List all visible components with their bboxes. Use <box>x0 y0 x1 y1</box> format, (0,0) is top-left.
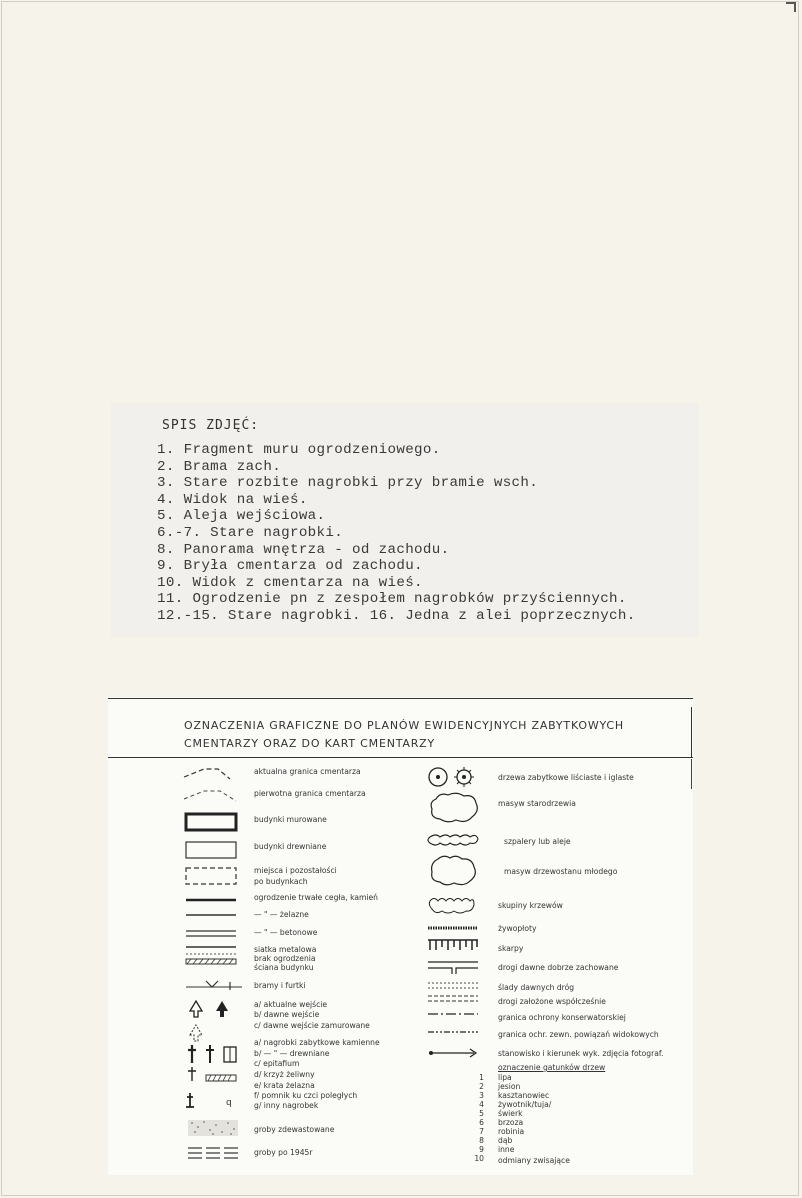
legend-label: c/ epitafium <box>254 1059 300 1068</box>
devastated-graves-icon <box>186 1117 242 1139</box>
legend-label: bramy i furtki <box>254 981 306 990</box>
permanent-fence-icon <box>184 895 240 905</box>
legend-label: pierwotna granica cmentarza <box>254 789 366 798</box>
tree-species-label: brzoza <box>498 1118 524 1127</box>
tree-number: 8 <box>479 1136 484 1145</box>
legend-side-rule <box>691 759 692 789</box>
tree-species-label: inne <box>498 1145 515 1154</box>
photo-list-slip <box>112 404 698 636</box>
tree-number: 3 <box>479 1091 484 1100</box>
memorial-icon <box>186 1091 246 1111</box>
legend-label: groby po 1945r <box>254 1148 313 1157</box>
legend-side-rule <box>691 707 692 757</box>
tree-species-label: świerk <box>498 1109 523 1118</box>
list-item: 6.-7. Stare nagrobki. <box>157 524 344 541</box>
legend-label: granica ochr. zewn. powiązań widokowych <box>498 1030 659 1039</box>
legend-label: — " — żelazne <box>254 910 309 919</box>
legend-sheet <box>108 697 693 1175</box>
svg-text:q: q <box>226 1098 232 1108</box>
road-traces-icon <box>426 981 482 991</box>
list-item: 3. Stare rozbite nagrobki przy bramie wsch. <box>157 475 539 492</box>
legend-label: skupiny krzewów <box>498 901 563 910</box>
list-item: 11. Ogrodzenie pn z zespołem nagrobków przyściennych. <box>157 591 627 608</box>
legend-label: budynki drewniane <box>254 842 327 851</box>
legend-label: ogrodzenie trwałe cegła, kamień <box>254 893 378 902</box>
legend-label: szpalery lub aleje <box>504 837 571 846</box>
concrete-fence-icon <box>184 928 240 940</box>
list-item: 1. Fragment muru ogrodzeniowego. <box>157 442 441 458</box>
legend-label: ślady dawnych dróg <box>498 983 575 992</box>
post-war-graves-icon <box>186 1145 242 1163</box>
tree-number: 5 <box>479 1109 484 1118</box>
legend-label: skarpy <box>498 944 524 953</box>
legend-label: — " — betonowe <box>254 928 318 937</box>
legend-label: granica ochrony konserwatorskiej <box>498 1013 626 1022</box>
wire-fence-icon <box>184 944 240 970</box>
list-item: 4. Widok na wieś. <box>157 491 308 508</box>
legend-label: drogi dawne dobrze zachowane <box>498 963 619 972</box>
list-item: 10. Widok z cmentarza na wieś. <box>157 574 423 591</box>
list-item: 9. Bryła cmentarza od zachodu. <box>157 558 423 575</box>
legend-top-rule <box>108 698 693 699</box>
legend-label: stanowisko i kierunek wyk. zdjęcia fotograf. <box>498 1049 664 1058</box>
iron-fence-icon <box>184 910 240 920</box>
protection-boundary-icon <box>426 1010 482 1018</box>
shrubs-icon <box>426 895 482 917</box>
historic-trees-icon <box>426 765 482 789</box>
building-remains-icon <box>184 865 240 887</box>
hedge-icon <box>426 923 482 933</box>
iron-cross-icon <box>186 1065 246 1087</box>
legend-label: masyw drzewostanu młodego <box>504 867 618 876</box>
legend-label: ściana budynku <box>254 963 314 972</box>
legend-heading-line: CMENTARZY ORAZ DO KART CMENTARZY <box>184 737 436 750</box>
photo-list-title: SPIS ZDJĘĆ: <box>162 418 260 433</box>
wooden-building-icon <box>184 839 240 861</box>
masonry-building-icon <box>184 811 240 833</box>
legend-label: f/ pomnik ku czci poległych <box>254 1091 358 1100</box>
legend-label: po budynkach <box>254 877 308 886</box>
tree-number: 4 <box>479 1100 484 1109</box>
tree-number: 6 <box>479 1118 484 1127</box>
list-item: 5. Aleja wejściowa. <box>157 508 326 525</box>
tree-number: 10 <box>474 1154 484 1163</box>
old-stand-icon <box>426 791 482 825</box>
new-road-icon <box>426 994 482 1004</box>
legend-label: groby zdewastowane <box>254 1125 335 1134</box>
entrance-icon <box>184 997 240 1043</box>
legend-label: d/ krzyż żeliwny <box>254 1070 315 1079</box>
tree-rows-icon <box>426 833 482 849</box>
list-item: 2. Brama zach. <box>157 458 282 475</box>
tree-species-label: jesion <box>498 1082 521 1091</box>
legend-label: aktualna granica cmentarza <box>254 767 361 776</box>
list-item: 8. Panorama wnętrza - od zachodu. <box>157 541 450 558</box>
legend-heading <box>184 717 684 753</box>
monument-icon <box>186 1043 242 1065</box>
gate-icon <box>184 978 244 992</box>
legend-label: e/ krata żelazna <box>254 1081 315 1090</box>
legend-label: drzewa zabytkowe liściaste i iglaste <box>498 773 634 782</box>
legend-label: siatka metalowa <box>254 945 317 954</box>
current-boundary-icon <box>182 765 234 781</box>
tree-species-label: lipa <box>498 1073 512 1082</box>
legend-label: masyw starodrzewia <box>498 799 576 808</box>
tree-species-label: żywotnik/tuja/ <box>498 1100 552 1109</box>
legend-label: g/ inny nagrobek <box>254 1101 319 1110</box>
list-item: 12.-15. Stare nagrobki. 16. Jedna z alei poprzecznych. <box>157 607 636 624</box>
legend-label: a/ nagrobki zabytkowe kamienne <box>254 1038 380 1047</box>
photo-list <box>157 442 636 625</box>
embankment-icon <box>426 937 482 953</box>
tree-number: 7 <box>479 1127 484 1136</box>
tree-number: 2 <box>479 1082 484 1091</box>
tree-species-label: dąb <box>498 1136 513 1145</box>
view-boundary-icon <box>426 1028 482 1036</box>
legend-label: b/ — " — drewniane <box>254 1049 330 1058</box>
original-boundary-icon <box>182 787 238 803</box>
tree-number: 9 <box>479 1145 484 1154</box>
old-road-icon <box>426 959 482 975</box>
tree-number: 1 <box>479 1073 484 1082</box>
legend-label: oznaczenie gatunków drzew <box>498 1063 606 1072</box>
legend-label: miejsca i pozostałości <box>254 866 337 875</box>
young-stand-icon <box>426 853 482 889</box>
photo-position-icon <box>426 1047 482 1059</box>
tree-species-label: odmiany zwisające <box>498 1156 570 1165</box>
legend-label: budynki murowane <box>254 815 327 824</box>
tree-species-label: robinia <box>498 1127 525 1136</box>
corner-mark <box>786 2 796 12</box>
tree-species-label: kasztanowiec <box>498 1091 550 1100</box>
legend-label: żywopłoty <box>498 924 537 933</box>
legend-label: a/ aktualne wejście <box>254 1000 328 1009</box>
legend-label: c/ dawne wejście zamurowane <box>254 1021 370 1030</box>
legend-heading-line: OZNACZENIA GRAFICZNE DO PLANÓW EWIDENCYJNYCH ZABYTKOWYCH <box>184 719 624 732</box>
legend-label: drogi założone współcześnie <box>498 997 606 1006</box>
legend-label: b/ dawne wejście <box>254 1010 320 1019</box>
legend-header-rule <box>108 757 693 758</box>
legend-label: brak ogrodzenia <box>254 954 316 963</box>
